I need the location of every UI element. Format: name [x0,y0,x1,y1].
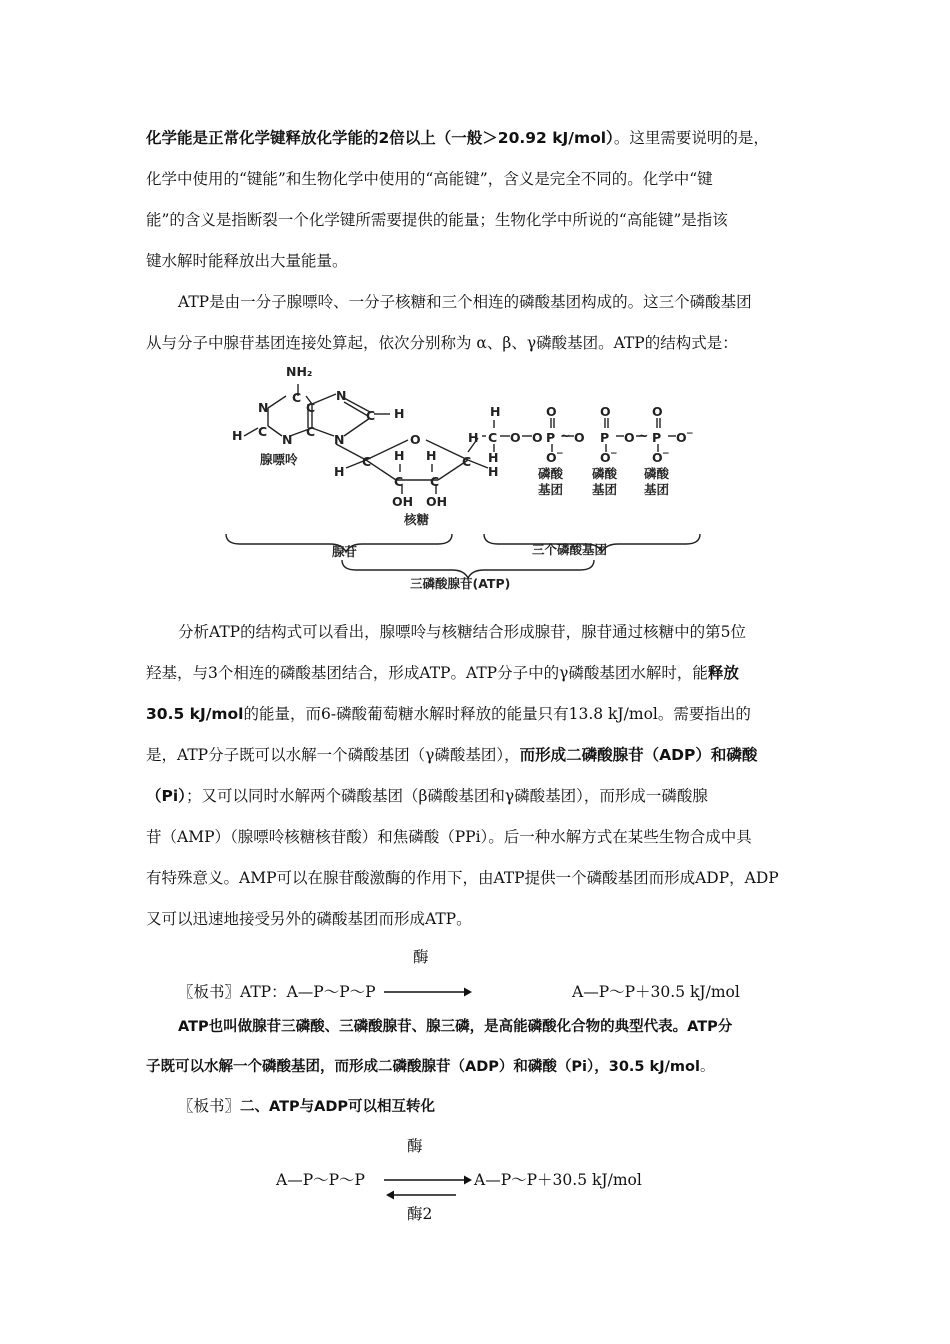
svg-text:C: C [394,474,404,489]
svg-text:−: − [662,449,670,459]
svg-text:H: H [488,450,499,465]
eq2-right: A—P～P＋30.5 kJ/mol [474,1171,642,1189]
svg-text:O: O [652,404,663,419]
svg-text:H: H [426,448,437,463]
para3-line2: 羟基，与3个相连的磷酸基团结合，形成ATP。ATP分子中的γ磷酸基团水解时，能释放 [146,664,739,682]
para3-line3: 30.5 kJ/mol的能量，而6-磷酸葡萄糖水解时释放的能量只有13.8 kJ/mol。需要指出的 [146,705,751,723]
phosphate-3-label-bottom: 基团 [644,482,670,497]
svg-text:C: C [362,454,372,469]
para3-line1: 分析ATP的结构式可以看出，腺嘌呤与核糖结合形成腺苷，腺苷通过核糖中的第5位 [178,623,746,641]
svg-text:H: H [394,448,405,463]
eq1-arrow [382,984,474,1000]
svg-text:~: ~ [638,428,649,443]
svg-text:OH: OH [426,494,448,509]
eq2-left: A—P～P～P [276,1171,365,1189]
svg-text:~: ~ [560,428,571,443]
svg-text:N: N [334,432,345,447]
svg-text:C: C [366,408,376,423]
phosphate-2-label-bottom: 基团 [592,482,618,497]
svg-text:H: H [232,428,243,443]
svg-text:O: O [600,404,611,419]
svg-text:N: N [282,432,293,447]
svg-text:P: P [546,430,556,445]
eq1-left: 〖板书〗ATP：A—P～P～P [178,983,376,1001]
eq1-enzyme: 酶 [413,948,429,966]
eq2-reverse-arrow [384,1187,460,1203]
svg-text:O: O [410,432,421,447]
three-phosphates-label: 三个磷酸基团 [532,542,608,557]
svg-text:O: O [532,430,543,445]
svg-text:−: − [686,429,694,439]
para3-line4: 是，ATP分子既可以水解一个磷酸基团（γ磷酸基团），而形成二磷酸腺苷（ADP）和磷酸 [146,746,758,764]
svg-text:C: C [430,474,440,489]
svg-text:O: O [546,404,557,419]
svg-text:H: H [334,464,345,479]
atp-label: 三磷酸腺苷(ATP) [410,576,511,591]
svg-text:O: O [652,450,663,465]
svg-text:OH: OH [392,494,414,509]
svg-text:C: C [306,424,316,439]
svg-text:P: P [652,430,662,445]
svg-text:−: − [610,449,618,459]
para1-line4: 键水解时能释放出大量能量。 [146,252,348,270]
phosphate-3-label-top: 磷酸 [644,466,670,481]
phosphate-1-label-bottom: 基团 [538,482,564,497]
svg-text:−: − [556,449,564,459]
para1-line1: 化学能是正常化学键释放化学能的2倍以上（一般＞20.92 kJ/mol）。这里需要说明的是， [146,129,769,147]
svg-text:C: C [292,390,302,405]
para3-line8: 又可以迅速地接受另外的磷酸基团而形成ATP。 [146,910,472,928]
para2-line1: ATP是由一分子腺嘌呤、一分子核糖和三个相连的磷酸基团构成的。这三个磷酸基团 [178,293,752,311]
svg-text:H: H [468,430,479,445]
adenine-label: 腺嘌呤 [260,452,298,467]
para3-line7: 有特殊意义。AMP可以在腺苷酸激酶的作用下，由ATP提供一个磷酸基团而形成ADP，ADP [146,869,779,887]
para2-line2: 从与分子中腺苷基团连接处算起，依次分别称为 α、β、γ磷酸基团。ATP的结构式是： [146,334,738,352]
adenosine-label: 腺苷 [332,544,358,559]
svg-text:H: H [394,406,405,421]
para1-line3: 能”的含义是指断裂一个化学键所需要提供的能量；生物化学中所说的“高能键”是指该 [146,211,728,229]
atp-structure-diagram [220,356,710,596]
svg-text:N: N [258,400,269,415]
para3-line6: 苷（AMP）（腺嘌呤核糖核苷酸）和焦磷酸（PPi）。后一种水解方式在某些生物合成中具 [146,828,752,846]
eq1-right: A—P～P＋30.5 kJ/mol [572,983,740,1001]
svg-text:C: C [488,430,498,445]
svg-text:O: O [600,450,611,465]
svg-text:C: C [462,454,472,469]
para4-line1: ATP也叫做腺苷三磷酸、三磷酸腺苷、腺三磷，是高能磷酸化合物的典型代表。ATP分 [178,1019,733,1035]
eq2-enzyme-top: 酶 [407,1137,423,1155]
svg-text:H: H [488,464,499,479]
svg-text:P: P [600,430,610,445]
svg-text:O: O [676,430,687,445]
nh2-label: NH₂ [286,364,313,379]
phosphate-1-label-top: 磷酸 [538,466,564,481]
svg-text:O: O [624,430,635,445]
ribose-label: 核糖 [404,512,430,527]
para4-line2: 子既可以水解一个磷酸基团，而形成二磷酸腺苷（ADP）和磷酸（Pi），30.5 kJ/mol。 [146,1059,715,1075]
para1-line2: 化学中使用的“键能”和生物化学中使用的“高能键”，含义是完全不同的。化学中“键 [146,170,713,188]
eq2-forward-arrow [382,1172,474,1188]
eq2-enzyme-bottom: 酶2 [407,1205,433,1223]
para3-line5: （Pi）；又可以同时水解两个磷酸基团（β磷酸基团和γ磷酸基团），而形成一磷酸腺 [146,787,708,805]
svg-text:N: N [336,388,347,403]
svg-text:O: O [510,430,521,445]
section-heading: 〖板书〗二、ATP与ADP可以相互转化 [178,1097,436,1115]
svg-text:H: H [490,404,501,419]
svg-text:C: C [258,424,268,439]
svg-text:O: O [546,450,557,465]
svg-text:O: O [574,430,585,445]
phosphate-2-label-top: 磷酸 [592,466,618,481]
svg-text:C: C [306,400,316,415]
